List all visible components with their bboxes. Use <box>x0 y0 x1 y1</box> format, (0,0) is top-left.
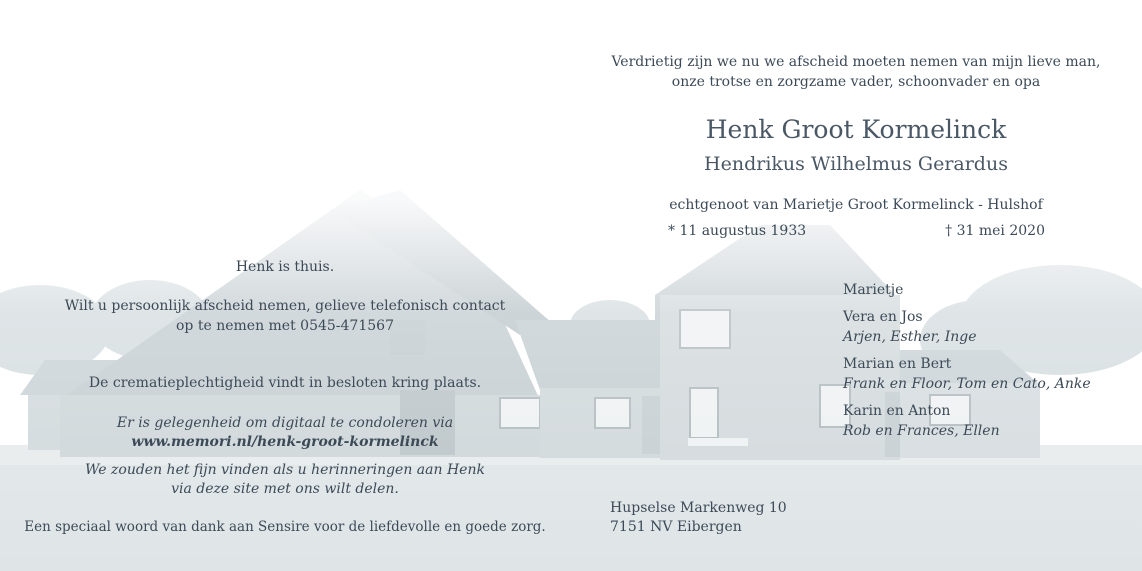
family-name-4: Karin en Anton <box>843 403 951 419</box>
family-name-2: Vera en Jos <box>843 309 923 325</box>
family-children-2: Arjen, Esther, Inge <box>843 329 977 345</box>
family-name-3: Marian en Bert <box>843 356 952 372</box>
condole-line-1: Er is gelegenheid om digitaal te condoleren via <box>116 415 454 431</box>
family-name-1: Marietje <box>843 282 904 298</box>
intro-line-1: Verdrietig zijn we nu we afscheid moeten nemen van mijn lieve man, <box>611 54 1101 70</box>
address-city: 7151 NV Eibergen <box>610 519 742 535</box>
memories-line-1: We zouden het fijn vinden als u herinneringen aan Henk <box>85 462 485 478</box>
condole-url: www.memori.nl/henk-groot-kormelinck <box>131 434 439 450</box>
thanks-line: Een speciaal woord van dank aan Sensire voor de liefdevolle en goede zorg. <box>24 519 546 535</box>
intro-line-2: onze trotse en zorgzame vader, schoonvader en opa <box>671 74 1041 90</box>
home-notice: Henk is thuis. <box>235 259 335 275</box>
farewell-line-1: Wilt u persoonlijk afscheid nemen, gelieve telefonisch contact <box>64 298 506 314</box>
birth-date: * 11 augustus 1933 <box>668 223 807 239</box>
memories-line-2: via deze site met ons wilt delen. <box>171 481 399 497</box>
deceased-name: Henk Groot Kormelinck <box>705 115 1007 144</box>
spouse-line: echtgenoot van Marietje Groot Kormelinck - Hulshof <box>669 197 1043 213</box>
cremation-notice: De crematieplechtigheid vindt in besloten kring plaats. <box>88 375 482 391</box>
farewell-line-2: op te nemen met 0545-471567 <box>176 318 394 334</box>
family-children-4: Rob en Frances, Ellen <box>843 423 1000 439</box>
deceased-given-names: Hendrikus Wilhelmus Gerardus <box>704 153 1008 175</box>
family-children-3: Frank en Floor, Tom en Cato, Anke <box>843 376 1091 392</box>
death-date: † 31 mei 2020 <box>945 223 1045 239</box>
address-street: Hupselse Markenweg 10 <box>610 500 787 516</box>
